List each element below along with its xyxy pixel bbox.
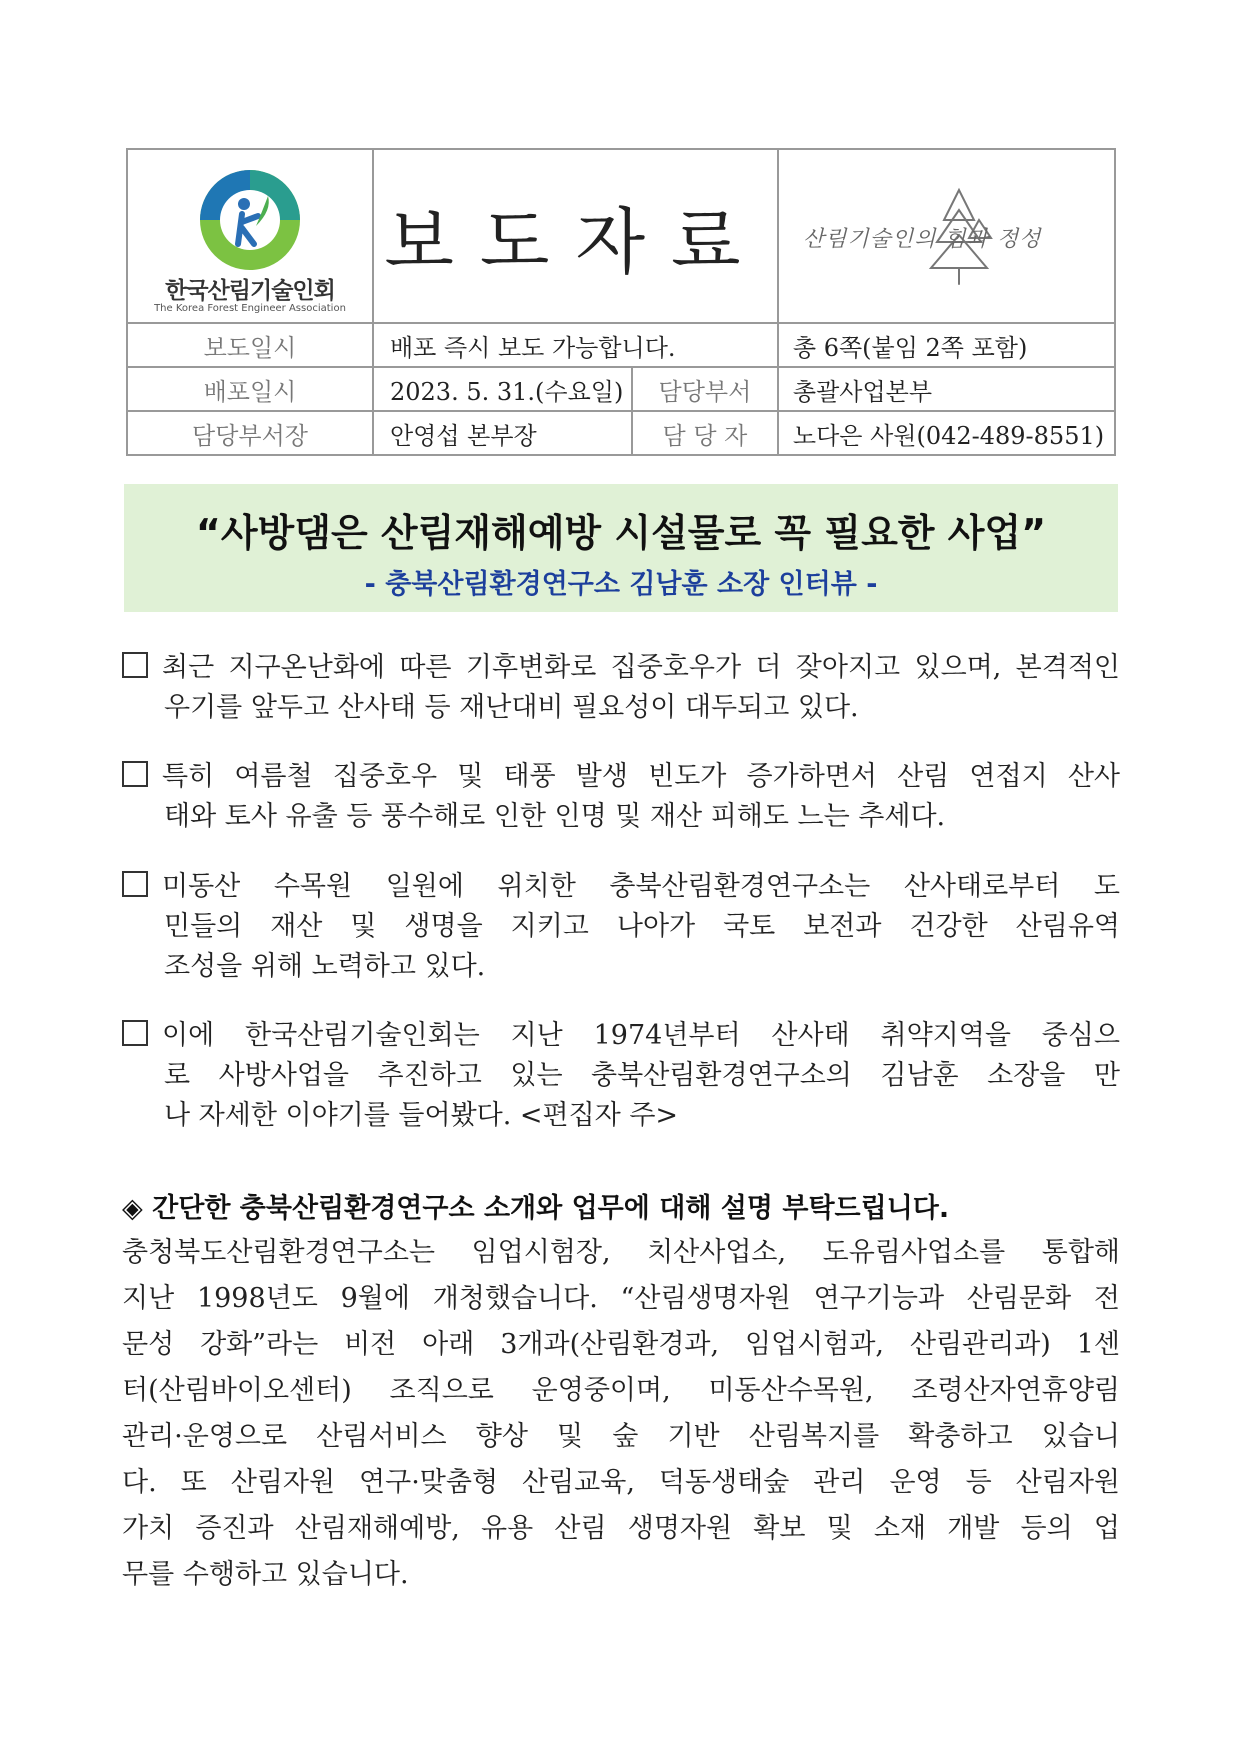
headline-box (124, 484, 1118, 612)
logo-cell (127, 149, 373, 323)
paragraph-2 (122, 757, 1120, 837)
headline-subtitle: - 충북산림환경연구소 김남훈 소장 인터뷰 - (364, 569, 878, 600)
answer-line: 다. 또 산림자원 연구·맞춤형 산림교육, 덕동생태숲 관리 운영 등 산림자원 (122, 1467, 1120, 1498)
head-label: 담당부서장 (127, 411, 373, 455)
release-label: 보도일시 (127, 323, 373, 367)
doc-title: 보도자료 (373, 149, 778, 323)
pages-value: 총 6쪽(붙임 2쪽 포함) (778, 323, 1115, 367)
answer-line: 관리·운영으로 산림서비스 향상 및 숲 기반 산림복지를 확충하고 있습니 (122, 1421, 1120, 1452)
paragraph-1 (122, 648, 1120, 728)
head-value: 안영섭 본부장 (373, 411, 632, 455)
checkbox-icon (122, 761, 148, 787)
paragraph-line: 민들의 재산 및 생명을 지키고 나아가 국토 보전과 건강한 산림유역 (164, 911, 1120, 942)
answer-line: 충청북도산림환경연구소는 임업시험장, 치산사업소, 도유림사업소를 통합해 (122, 1237, 1120, 1268)
contact-label: 담 당 자 (632, 411, 778, 455)
interview-answer (122, 1230, 1120, 1598)
dept-value: 총괄사업본부 (778, 367, 1115, 411)
dept-label: 담당부서 (632, 367, 778, 411)
checkbox-icon (122, 652, 148, 678)
paragraph-line: 특히 여름철 집중호우 및 태풍 발생 빈도가 증가하면서 산림 연접지 산사 (122, 757, 1120, 797)
org-name: 한국산림기술인회 (165, 278, 335, 304)
interview-question: ◈ 간단한 충북산림환경연구소 소개와 업무에 대해 설명 부탁드립니다. (122, 1193, 950, 1224)
paragraph-line: 미동산 수목원 일원에 위치한 충북산림환경연구소는 산사태로부터 도 (122, 867, 1120, 907)
calligraphy-text: 산림기술인의 힘과 정성 (802, 227, 1042, 252)
answer-line: 가치 증진과 산림재해예방, 유용 산림 생명자원 확보 및 소재 개발 등의 업 (122, 1513, 1120, 1544)
answer-line: 문성 강화”라는 비전 아래 3개과(산림환경과, 임업시험과, 산림관리과) 1센 (122, 1329, 1120, 1360)
release-value: 배포 즉시 보도 가능합니다. (373, 323, 778, 367)
contact-value: 노다은 사원(042-489-8551) (778, 411, 1115, 455)
answer-line: 터(산림바이오센터) 조직으로 운영중이며, 미동산수목원, 조령산자연휴양림 (122, 1375, 1120, 1406)
paragraph-4 (122, 1016, 1120, 1136)
calligraphy-cell (778, 149, 1115, 323)
org-name-en: The Korea Forest Engineer Association (154, 303, 346, 314)
headline-title: “사방댐은 산림재해예방 시설물로 꼭 필요한 사업” (195, 511, 1047, 555)
paragraph-line: 나 자세한 이야기를 들어봤다. <편집자 주> (164, 1100, 679, 1131)
checkbox-icon (122, 871, 148, 897)
paragraph-line: 조성을 위해 노력하고 있다. (164, 951, 486, 982)
paragraph-line: 이에 한국산림기술인회는 지난 1974년부터 산사태 취약지역을 중심으 (122, 1016, 1120, 1056)
org-logo-icon (196, 166, 304, 274)
distribution-value: 2023. 5. 31.(수요일) (373, 367, 632, 411)
paragraph-line: 최근 지구온난화에 따른 기후변화로 집중호우가 더 잦아지고 있으며, 본격적인 (122, 648, 1120, 688)
paragraph-line: 우기를 앞두고 산사태 등 재난대비 필요성이 대두되고 있다. (164, 692, 859, 723)
checkbox-icon (122, 1020, 148, 1046)
press-header-table (126, 148, 1116, 456)
answer-line: 지난 1998년도 9월에 개청했습니다. “산림생명자원 연구기능과 산림문화 전 (122, 1283, 1120, 1314)
paragraph-line: 로 사방사업을 추진하고 있는 충북산림환경연구소의 김남훈 소장을 만 (164, 1060, 1120, 1091)
paragraph-3 (122, 867, 1120, 987)
distribution-label: 배포일시 (127, 367, 373, 411)
answer-line: 무를 수행하고 있습니다. (122, 1559, 409, 1590)
paragraph-line: 태와 토사 유출 등 풍수해로 인한 인명 및 재산 피해도 느는 추세다. (164, 801, 946, 832)
